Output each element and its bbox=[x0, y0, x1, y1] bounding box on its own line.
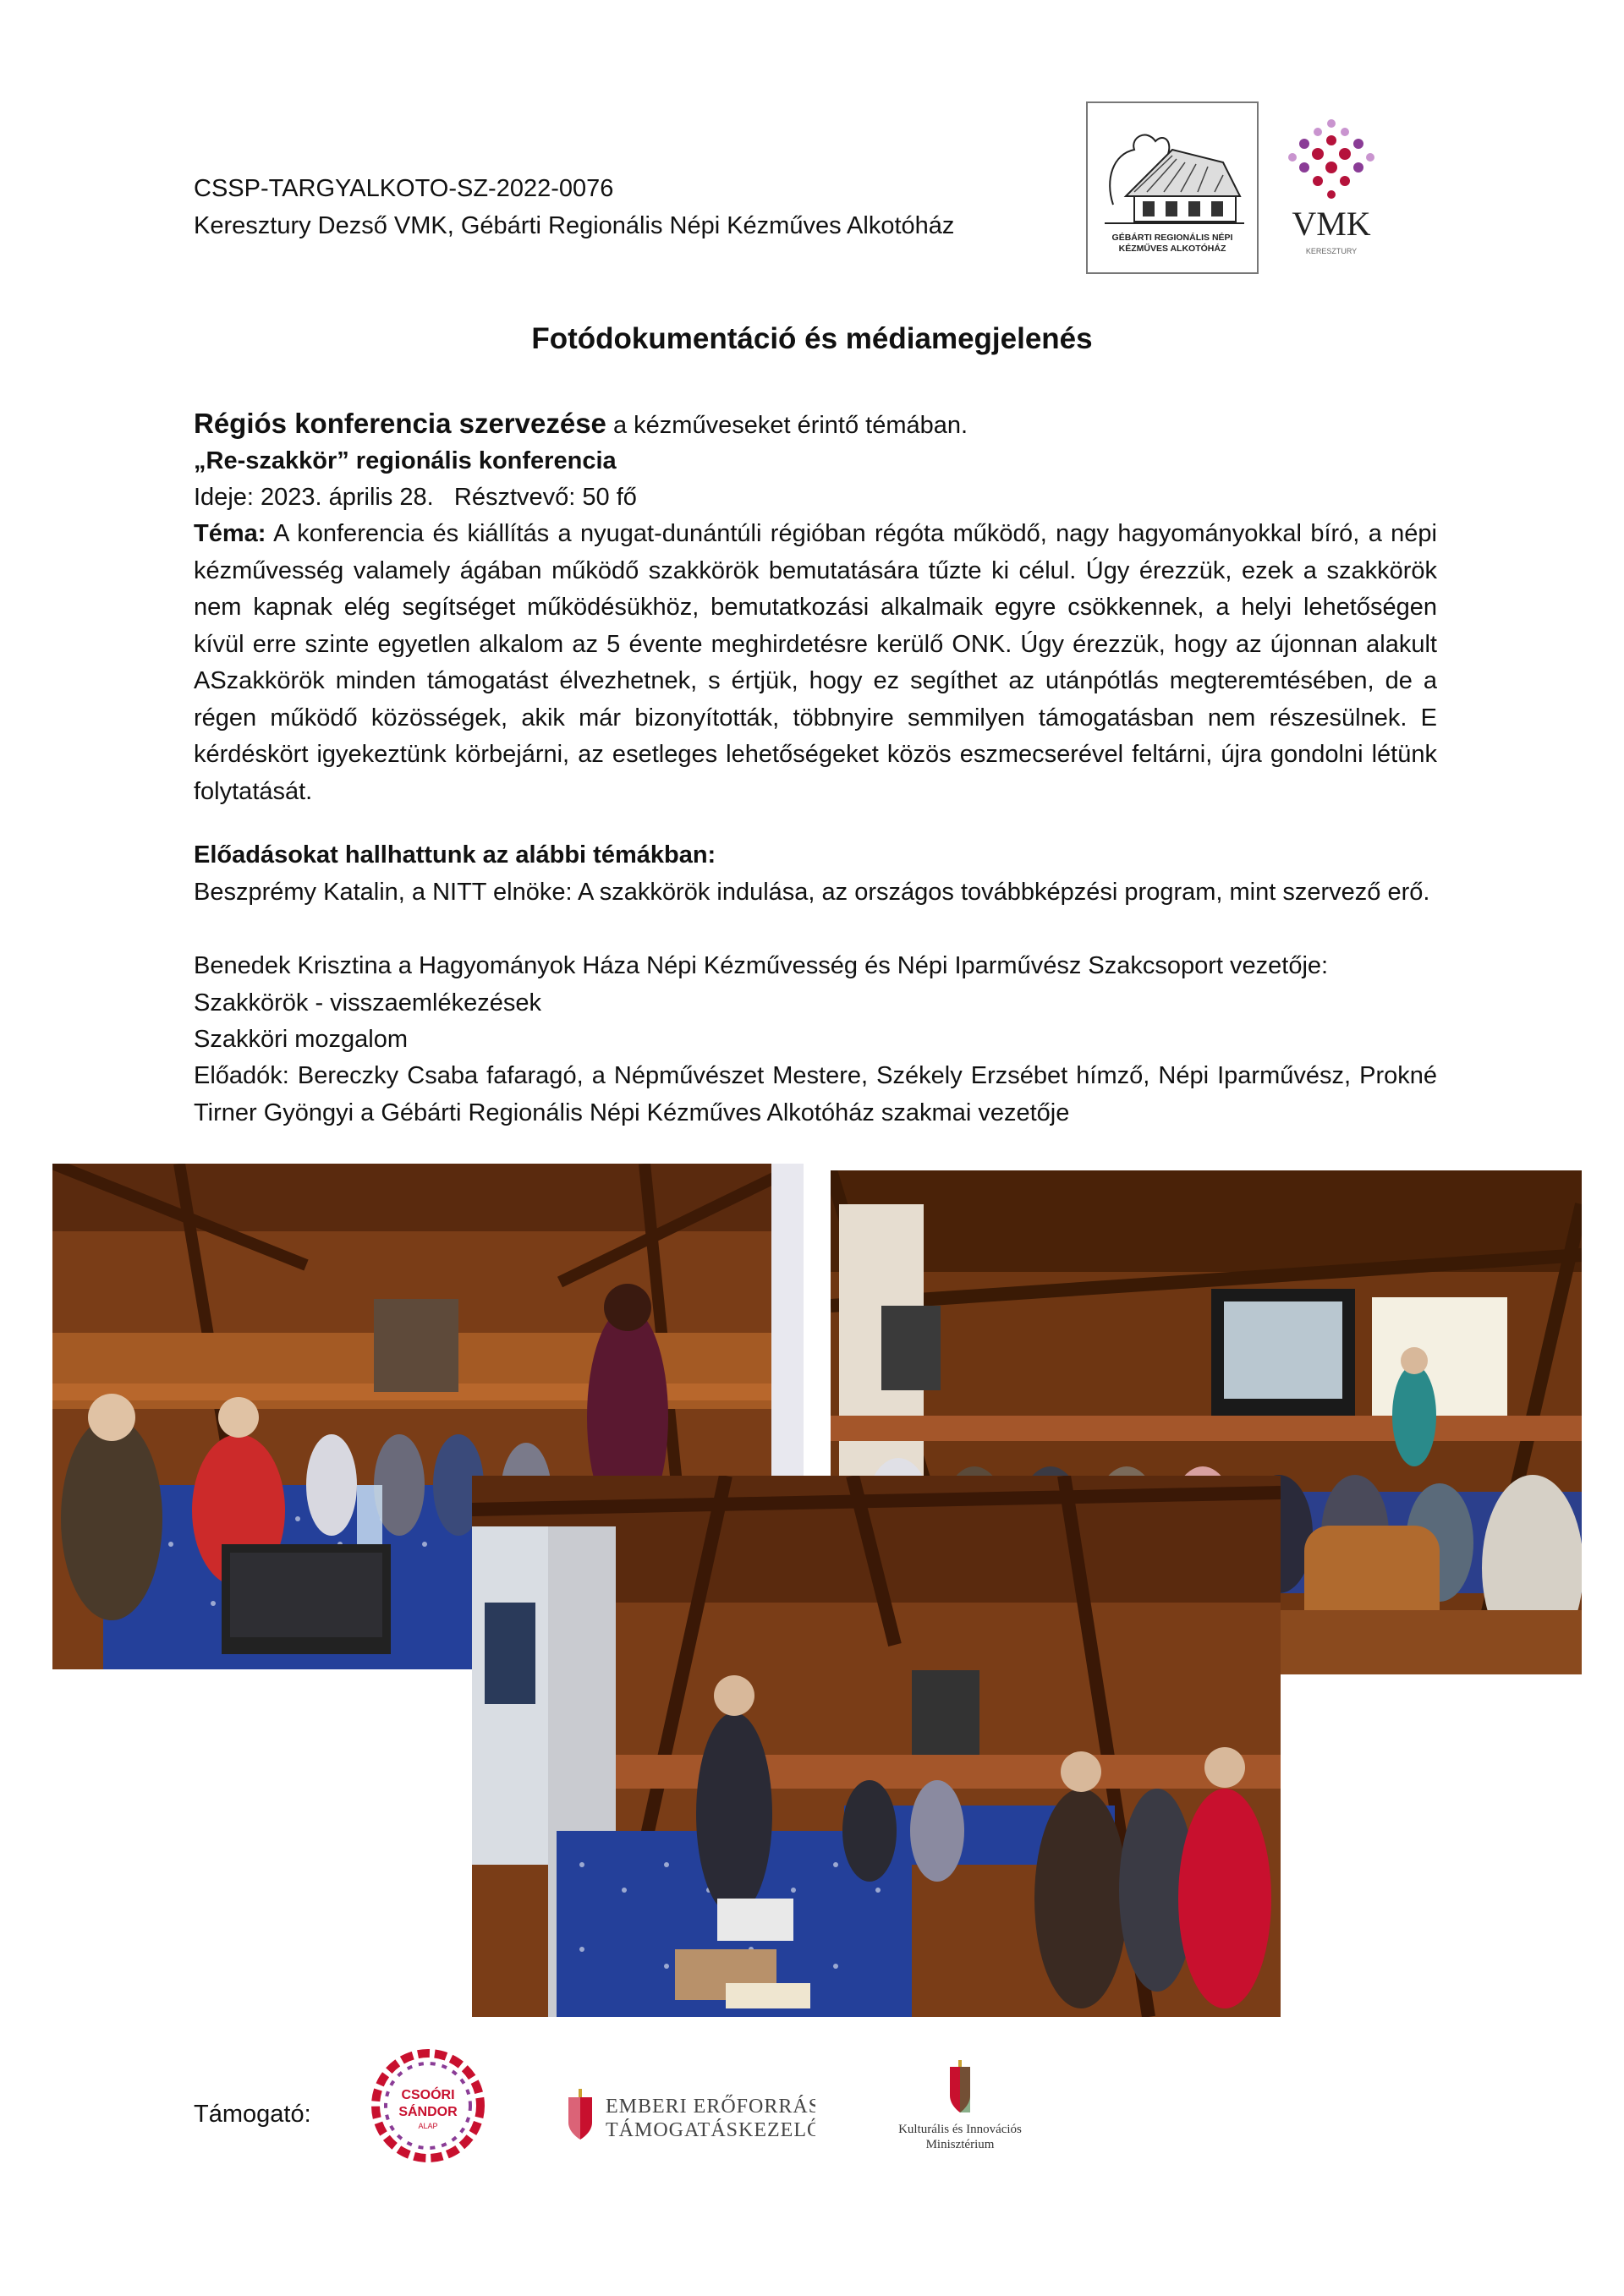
csoori-text-1: CSOÓRI bbox=[401, 2088, 455, 2102]
kim-text-1: Kulturális és Innovációs bbox=[898, 2123, 1022, 2136]
emmi-logo bbox=[562, 2080, 815, 2148]
gebarti-logo bbox=[1086, 101, 1259, 274]
document-code: CSSP-TARGYALKOTO-SZ-2022-0076 bbox=[194, 175, 614, 202]
lecture-item: Beszprémy Katalin, a NITT elnöke: A szakkörök indulása, az országos továbbképzési program, mint szervező erő. bbox=[194, 879, 1430, 906]
emmi-text-2: TÁMOGATÁSKEZELŐ bbox=[606, 2119, 815, 2141]
lectures-heading: Előadásokat hallhattunk az alábbi témákban: bbox=[194, 841, 716, 869]
theme-text: A konferencia és kiállítás a nyugat-dunántúli régióban régóta működő, nagy hagyományokkal bíró, a népi kézművesség valamely ágában működő szakkörök bemutatására tűzte ki célul. Úgy érezzük, ezek a szakkörök nem kapnak elég segítséget működésükhöz, bemutatkozási alkalmaik egyre csökkennek, a helyi lehetőségen kívül erre szinte egyetlen alkalom az 5 évente meghirdetésre kerülő ONK. Úgy érezzük, hogy az újonnan alakult ASzakkörök minden támogatást élvezhetnek, s értjük, hogy ez segíthet az utánpótlás megteremtésében, de a régen működő közösségek, akik már bizonyították, többnyire semmilyen támogatásban nem részesülnek. E kérdéskört igyekeztünk körbejárni, az esetleges lehetőségeket közös eszmecserével feltárni, újra gondolni létünk folytatását. bbox=[194, 520, 1437, 805]
conference-name-line bbox=[194, 443, 1437, 480]
intro-line bbox=[194, 405, 1437, 445]
kim-text-2: Minisztérium bbox=[925, 2138, 995, 2151]
vmk-logo-sub: KERESZTURY bbox=[1305, 247, 1358, 255]
date-participants: Ideje: 2023. április 28. Résztvevő: 50 fő bbox=[194, 484, 637, 511]
gebarti-logo-text-2: KÉZMŰVES ALKOTÓHÁZ bbox=[1118, 244, 1226, 254]
lecture-item: Benedek Krisztina a Hagyományok Háza Népi Kézművesség és Népi Iparművész Szakcsoport vezetője: Szakkörök - visszaemlékezések bbox=[194, 952, 1329, 1016]
csoori-text-2: SÁNDOR bbox=[398, 2105, 458, 2119]
intro-rest: a kézműveseket érintő témában. bbox=[606, 412, 968, 439]
conference-name: „Re-szakkör” regionális konferencia bbox=[194, 447, 617, 474]
kim-ministry-logo bbox=[863, 2060, 1057, 2153]
lecture-4-block bbox=[194, 1058, 1437, 1132]
theme-paragraph bbox=[194, 516, 1437, 810]
vmk-logo-text: VMK bbox=[1292, 205, 1371, 243]
lecture-3-block bbox=[194, 1022, 1437, 1059]
gebarti-logo-text-1: GÉBÁRTI REGIONÁLIS NÉPI bbox=[1111, 233, 1233, 243]
date-line bbox=[194, 479, 1437, 517]
csoori-text-3: ALAP bbox=[418, 2122, 438, 2130]
lectures-heading-line bbox=[194, 837, 1437, 874]
lecture-2-block bbox=[194, 948, 1437, 1022]
lecture-1-block bbox=[194, 874, 1437, 912]
intro-bold: Régiós konferencia szervezése bbox=[194, 408, 606, 439]
photo-speaker bbox=[472, 1476, 1281, 2017]
emmi-text-1: EMBERI ERŐFORRÁS bbox=[606, 2096, 815, 2118]
sponsor-label: Támogató: bbox=[194, 2101, 311, 2128]
page-title: Fotódokumentáció és médiamegjelenés bbox=[531, 322, 1093, 355]
vmk-logo bbox=[1284, 117, 1379, 259]
theme-label: Téma: bbox=[194, 520, 266, 547]
institution-name: Keresztury Dezső VMK, Gébárti Regionális Népi Kézműves Alkotóház bbox=[194, 212, 955, 239]
lecture-item: Szakköri mozgalom bbox=[194, 1026, 409, 1053]
csoori-sandor-alap-logo bbox=[369, 2047, 487, 2173]
lecture-item: Előadók: Bereczky Csaba fafaragó, a Népművészet Mestere, Székely Erzsébet hímző, Népi Iparművész, Prokné Tirner Gyöngyi a Gébárti Regionális Népi Kézműves Alkotóház szakmai vezetője bbox=[194, 1062, 1437, 1126]
